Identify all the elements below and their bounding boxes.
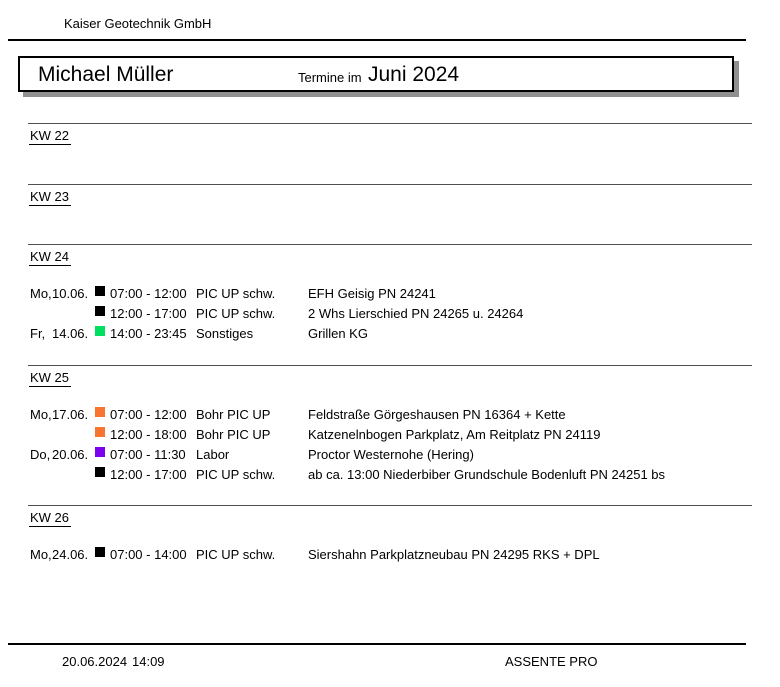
appointment-time: 07:00 - 11:30 — [110, 447, 186, 462]
category-color-swatch — [95, 407, 105, 417]
app-name: ASSENTE PRO — [505, 654, 598, 669]
appointment-time: 07:00 - 12:00 — [110, 407, 187, 422]
appointment-date: 10.06. — [52, 286, 89, 301]
week-label: KW 24 — [30, 249, 70, 264]
appointment-row — [0, 446, 780, 466]
appointment-type: Sonstiges — [196, 326, 254, 341]
week-rule — [28, 244, 752, 245]
appointment-description: Katzenelnbogen Parkplatz, Am Reitplatz PN 24119 — [308, 427, 601, 442]
appointment-description: EFH Geisig PN 24241 — [308, 286, 436, 301]
week-label: KW 23 — [30, 189, 70, 204]
appointment-time: 12:00 - 17:00 — [110, 306, 187, 321]
appointment-description: ab ca. 13:00 Niederbiber Grundschule Bodenluft PN 24251 bs — [308, 467, 666, 482]
week-label: KW 26 — [30, 510, 70, 525]
footer-time: 14:09 — [132, 654, 165, 669]
appointment-description: Feldstraße Görgeshausen PN 16364 + Kette — [308, 407, 566, 422]
appointment-time: 14:00 - 23:45 — [110, 326, 187, 341]
appointment-row — [0, 406, 780, 426]
appointment-time: 12:00 - 17:00 — [110, 467, 187, 482]
appointment-date: 24.06. — [52, 547, 89, 562]
appointment-day: Mo, — [30, 547, 52, 562]
week-rule — [28, 123, 752, 124]
appointment-row — [0, 466, 780, 486]
appointment-row — [0, 546, 780, 566]
appointment-time: 12:00 - 18:00 — [110, 427, 187, 442]
category-color-swatch — [95, 447, 105, 457]
appointment-row — [0, 305, 780, 325]
appointment-row — [0, 426, 780, 446]
appointment-type: Bohr PIC UP — [196, 407, 271, 422]
appointment-time: 07:00 - 12:00 — [110, 286, 187, 301]
appointment-type: PIC UP schw. — [196, 286, 276, 301]
week-label: KW 22 — [30, 128, 70, 143]
person-name: Michael Müller — [38, 63, 174, 86]
appointment-type: Labor — [196, 447, 230, 462]
category-color-swatch — [95, 467, 105, 477]
appointment-type: PIC UP schw. — [196, 547, 276, 562]
category-color-swatch — [95, 326, 105, 336]
company-name: Kaiser Geotechnik GmbH — [64, 16, 212, 31]
appointment-day: Do, — [30, 447, 51, 462]
week-rule — [28, 505, 752, 506]
appointment-description: Grillen KG — [308, 326, 368, 341]
appointment-description: 2 Whs Lierschied PN 24265 u. 24264 — [308, 306, 524, 321]
appointment-row — [0, 325, 780, 345]
appointment-description: Siershahn Parkplatzneubau PN 24295 RKS + DPL — [308, 547, 600, 562]
appointment-type: PIC UP schw. — [196, 467, 276, 482]
appointment-date: 17.06. — [52, 407, 89, 422]
week-rule — [28, 184, 752, 185]
category-color-swatch — [95, 306, 105, 316]
appointment-day: Fr, — [30, 326, 46, 341]
week-label: KW 25 — [30, 370, 70, 385]
appointment-row — [0, 285, 780, 305]
footer-date: 20.06.2024 — [62, 654, 128, 669]
top-rule — [8, 39, 746, 41]
footer-rule — [8, 643, 746, 645]
report-title-prefix: Termine im — [298, 70, 362, 85]
week-rule — [28, 365, 752, 366]
appointment-type: Bohr PIC UP — [196, 427, 271, 442]
appointment-date: 14.06. — [52, 326, 89, 341]
category-color-swatch — [95, 427, 105, 437]
appointment-time: 07:00 - 14:00 — [110, 547, 187, 562]
category-color-swatch — [95, 547, 105, 557]
report-title-month: Juni 2024 — [368, 63, 460, 86]
report-header-box — [18, 56, 734, 92]
appointment-day: Mo, — [30, 407, 52, 422]
appointment-description: Proctor Westernohe (Hering) — [308, 447, 474, 462]
category-color-swatch — [95, 286, 105, 296]
appointment-day: Mo, — [30, 286, 52, 301]
appointment-date: 20.06. — [52, 447, 89, 462]
appointment-type: PIC UP schw. — [196, 306, 276, 321]
